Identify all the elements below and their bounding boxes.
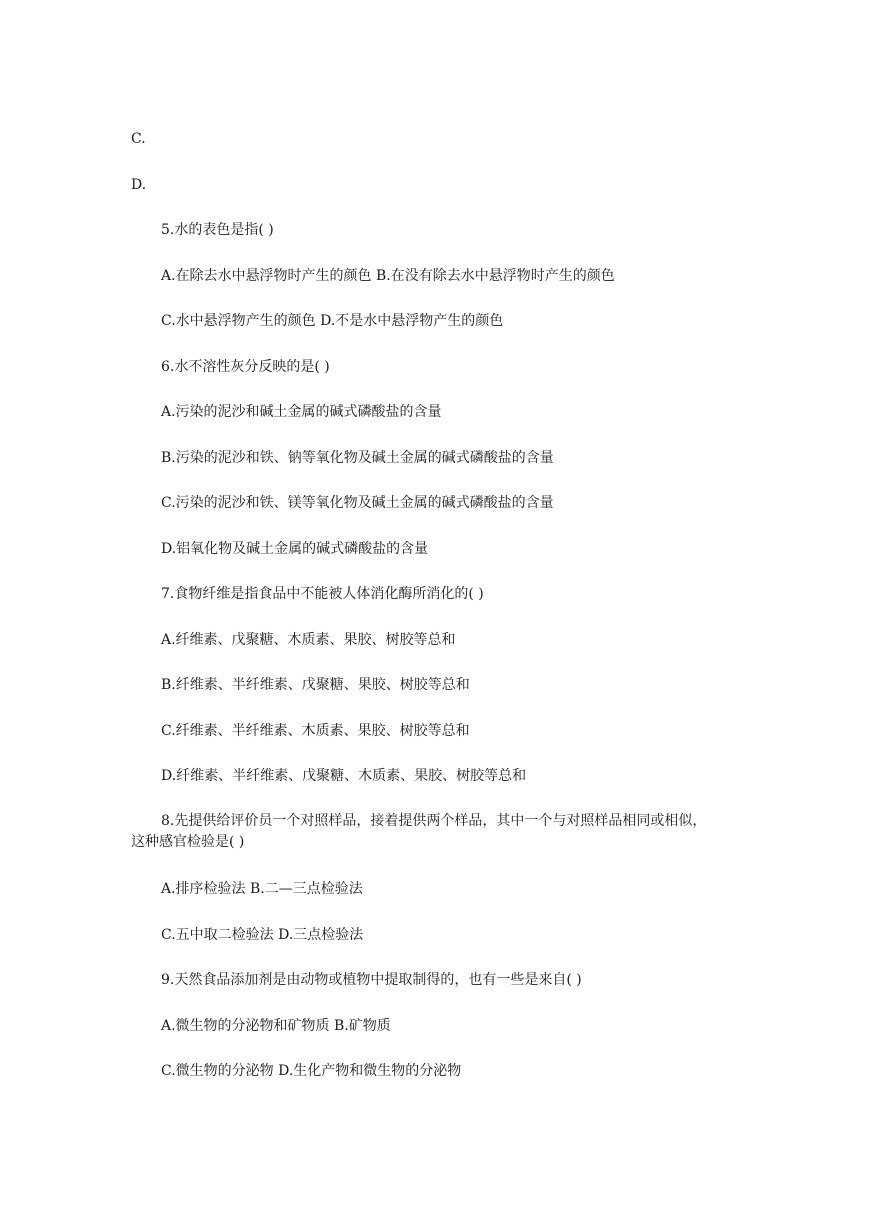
question-6: 6.水不溶性灰分反映的是( ) — [161, 359, 330, 375]
question-7-option-c: C.纤维素、半纤维素、木质素、果胶、树胶等总和 — [161, 723, 470, 739]
question-7-option-a: A.纤维素、戊聚糖、木质素、果胶、树胶等总和 — [161, 632, 456, 648]
question-5-options-ab: A.在除去水中悬浮物时产生的颜色 B.在没有除去水中悬浮物时产生的颜色 — [161, 268, 615, 284]
question-9-options-cd: C.微生物的分泌物 D.生化产物和微生物的分泌物 — [161, 1063, 462, 1079]
question-8-options-ab: A.排序检验法 B.二—三点检验法 — [161, 881, 363, 897]
question-8-line-1: 8.先提供给评价员一个对照样品，接着提供两个样品，其中一个与对照样品相同或相似， — [161, 813, 707, 829]
question-5-options-cd: C.水中悬浮物产生的颜色 D.不是水中悬浮物产生的颜色 — [161, 313, 504, 329]
question-7-option-b: B.纤维素、半纤维素、戊聚糖、果胶、树胶等总和 — [161, 677, 470, 693]
question-7: 7.食物纤维是指食品中不能被人体消化酶所消化的( ) — [161, 586, 484, 602]
option-c-blank: C. — [131, 131, 146, 147]
question-7-option-d: D.纤维素、半纤维素、戊聚糖、木质素、果胶、树胶等总和 — [161, 768, 527, 784]
question-6-option-b: B.污染的泥沙和铁、钠等氧化物及碱土金属的碱式磷酸盐的含量 — [161, 450, 554, 466]
question-8 — [131, 811, 731, 853]
question-5: 5.水的表色是指( ) — [161, 222, 274, 238]
option-d-blank: D. — [131, 177, 147, 193]
question-6-option-c: C.污染的泥沙和铁、镁等氧化物及碱土金属的碱式磷酸盐的含量 — [161, 495, 554, 511]
question-8-options-cd: C.五中取二检验法 D.三点检验法 — [161, 927, 364, 943]
question-9-options-ab: A.微生物的分泌物和矿物质 B.矿物质 — [161, 1018, 391, 1034]
question-8-line-2: 这种感官检验是( ) — [131, 834, 245, 850]
question-6-option-a: A.污染的泥沙和碱土金属的碱式磷酸盐的含量 — [161, 404, 442, 420]
question-9: 9.天然食品添加剂是由动物或植物中提取制得的，也有一些是来自( ) — [161, 972, 582, 988]
question-6-option-d: D.铝氧化物及碱土金属的碱式磷酸盐的含量 — [161, 541, 429, 557]
